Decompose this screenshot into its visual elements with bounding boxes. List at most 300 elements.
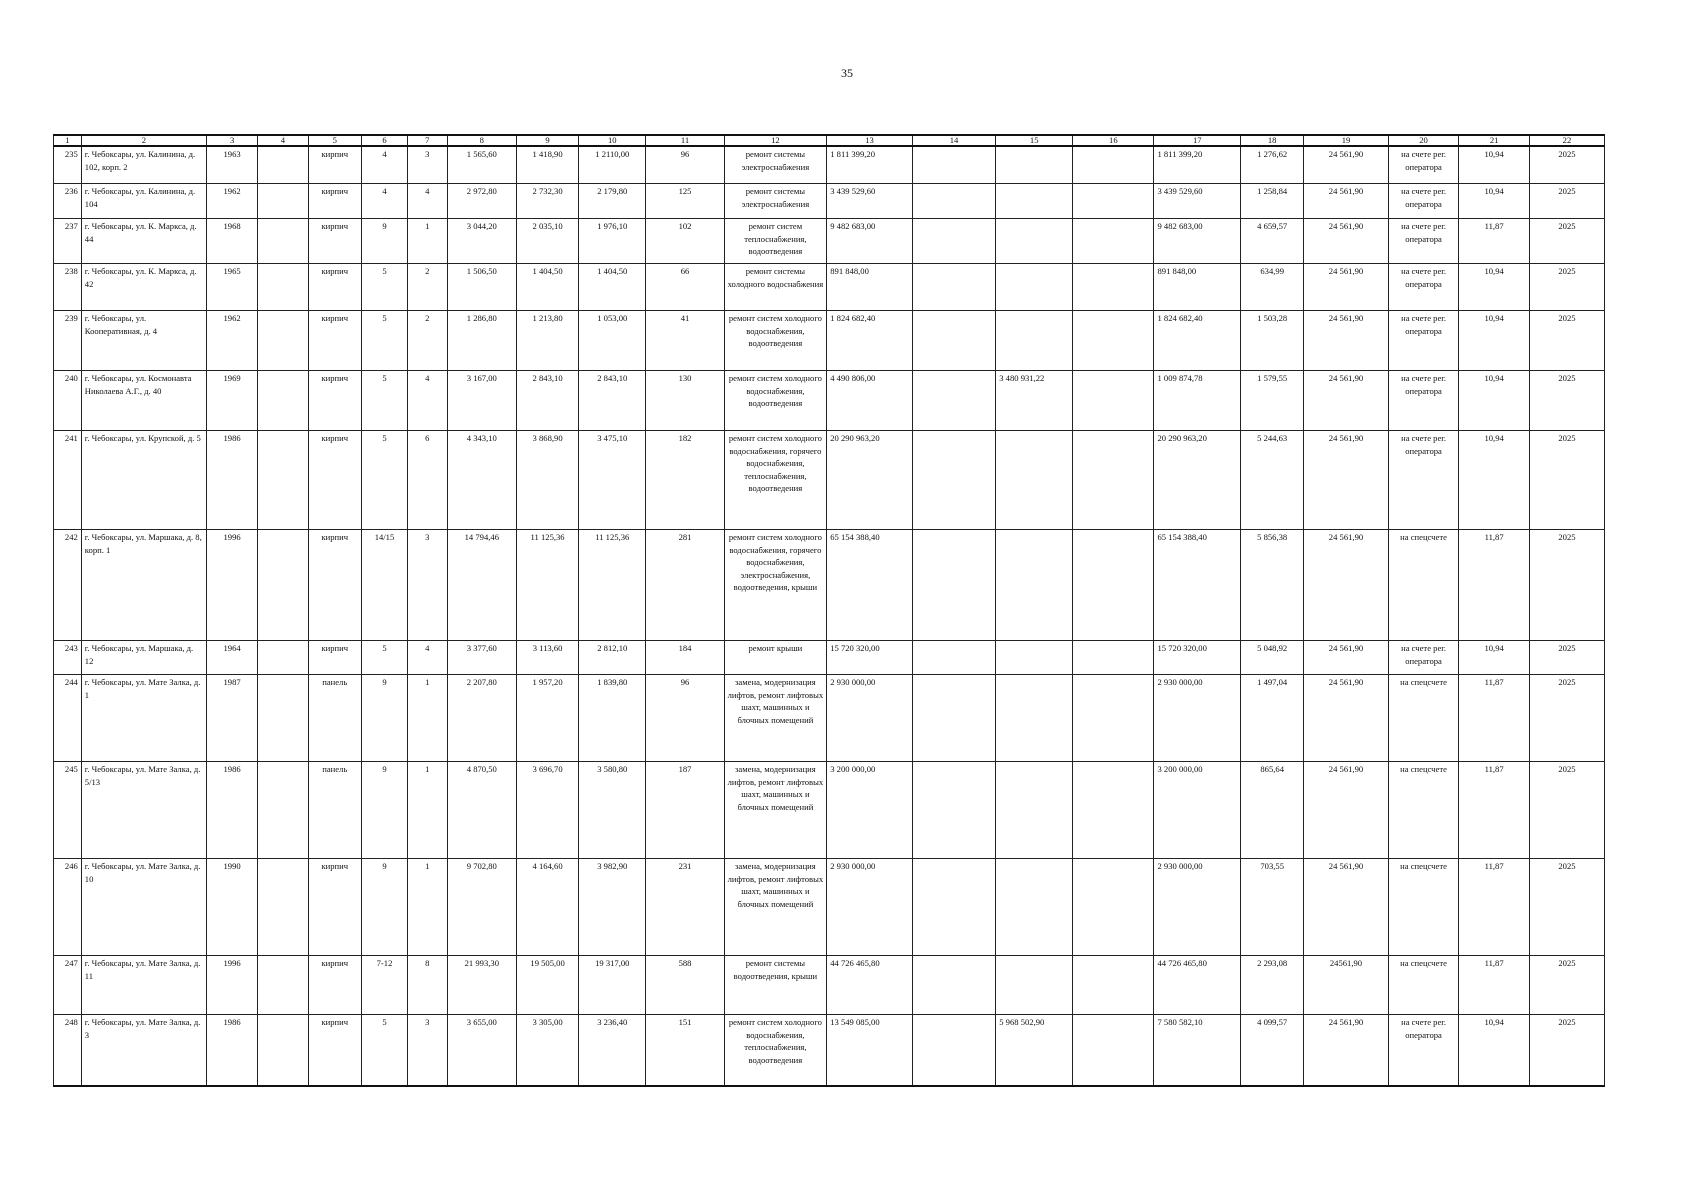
wall-material-cell: кирпич [308, 1015, 361, 1087]
column-17-cell: 2 930 000,00 [1154, 675, 1241, 762]
table-row [54, 675, 1605, 762]
work-type-cell: замена, модернизация лифтов, ремонт лифтовых шахт, машинных и блочных помещений [724, 859, 827, 956]
planned-year-cell: 2025 [1529, 219, 1604, 264]
column-number: 2 [81, 135, 206, 146]
fund-account-cell: на счете рег. оператора [1388, 311, 1459, 371]
planned-year-cell: 2025 [1529, 264, 1604, 311]
column-16-cell [1073, 371, 1154, 431]
column-number: 15 [996, 135, 1073, 146]
max-unit-cost-cell: 24 561,90 [1304, 641, 1389, 675]
fund-account-cell: на счете рег. оператора [1388, 1015, 1459, 1087]
row-number: 243 [54, 641, 82, 675]
residents-cell: 187 [646, 762, 724, 859]
row-number: 242 [54, 530, 82, 641]
row-number: 241 [54, 431, 82, 530]
column-number: 11 [646, 135, 724, 146]
total-area-cell: 3 167,00 [447, 371, 517, 431]
residents-cell: 96 [646, 146, 724, 184]
column-17-cell: 3 200 000,00 [1154, 762, 1241, 859]
total-cost-cell: 9 482 683,00 [827, 219, 913, 264]
column-4-cell [258, 146, 308, 184]
column-number: 12 [724, 135, 827, 146]
column-16-cell [1073, 264, 1154, 311]
max-unit-cost-cell: 24 561,90 [1304, 675, 1389, 762]
year-built-cell: 1964 [206, 641, 257, 675]
column-number: 21 [1459, 135, 1530, 146]
row-number: 235 [54, 146, 82, 184]
work-type-cell: ремонт системы водоотведения, крыши [724, 956, 827, 1015]
row-number: 239 [54, 311, 82, 371]
row-number: 237 [54, 219, 82, 264]
column-number: 16 [1073, 135, 1154, 146]
total-cost-cell: 3 200 000,00 [827, 762, 913, 859]
column-17-cell: 15 720 320,00 [1154, 641, 1241, 675]
row-number: 247 [54, 956, 82, 1015]
max-unit-cost-cell: 24 561,90 [1304, 530, 1389, 641]
fund-account-cell: на счете рег. оператора [1388, 264, 1459, 311]
column-number: 13 [827, 135, 913, 146]
wall-material-cell: кирпич [308, 956, 361, 1015]
wall-material-cell: кирпич [308, 264, 361, 311]
row-number: 244 [54, 675, 82, 762]
column-16-cell [1073, 146, 1154, 184]
floors-cell: 5 [362, 1015, 408, 1087]
premises-area-cell: 19 505,00 [517, 956, 579, 1015]
fund-account-cell: на спецсчете [1388, 859, 1459, 956]
year-built-cell: 1996 [206, 530, 257, 641]
unit-cost-cell: 5 048,92 [1241, 641, 1304, 675]
year-built-cell: 1996 [206, 956, 257, 1015]
planned-year-cell: 2025 [1529, 675, 1604, 762]
residents-cell: 588 [646, 956, 724, 1015]
residents-cell: 125 [646, 184, 724, 219]
total-cost-cell: 13 549 085,00 [827, 1015, 913, 1087]
table-row [54, 530, 1605, 641]
max-unit-cost-cell: 24 561,90 [1304, 184, 1389, 219]
residents-cell: 184 [646, 641, 724, 675]
living-area-cell: 3 236,40 [579, 1015, 646, 1087]
column-number: 22 [1529, 135, 1604, 146]
column-number: 14 [912, 135, 995, 146]
column-14-cell [912, 184, 995, 219]
address-cell: г. Чебоксары, ул. Мате Залка, д. 3 [81, 1015, 206, 1087]
planned-year-cell: 2025 [1529, 1015, 1604, 1087]
column-14-cell [912, 762, 995, 859]
max-unit-cost-cell: 24 561,90 [1304, 371, 1389, 431]
column-15-cell: 3 480 931,22 [996, 371, 1073, 431]
column-15-cell [996, 530, 1073, 641]
column-15-cell [996, 311, 1073, 371]
fund-account-cell: на счете рег. оператора [1388, 184, 1459, 219]
column-15-cell [996, 264, 1073, 311]
table-row [54, 859, 1605, 956]
table-row [54, 146, 1605, 184]
year-built-cell: 1962 [206, 311, 257, 371]
column-4-cell [258, 956, 308, 1015]
column-17-cell: 44 726 465,80 [1154, 956, 1241, 1015]
contribution-rate-cell: 10,94 [1459, 431, 1530, 530]
entrances-cell: 1 [407, 859, 447, 956]
year-built-cell: 1987 [206, 675, 257, 762]
work-type-cell: ремонт систем холодного водоснабжения, горячего водоснабжения, электроснабжения, водоотведения, крыши [724, 530, 827, 641]
max-unit-cost-cell: 24561,90 [1304, 956, 1389, 1015]
max-unit-cost-cell: 24 561,90 [1304, 219, 1389, 264]
contribution-rate-cell: 11,87 [1459, 956, 1530, 1015]
address-cell: г. Чебоксары, ул. Кооперативная, д. 4 [81, 311, 206, 371]
column-15-cell [996, 762, 1073, 859]
column-16-cell [1073, 219, 1154, 264]
column-number: 17 [1154, 135, 1241, 146]
premises-area-cell: 3 305,00 [517, 1015, 579, 1087]
year-built-cell: 1986 [206, 1015, 257, 1087]
total-area-cell: 21 993,30 [447, 956, 517, 1015]
page-number: 35 [841, 66, 853, 80]
column-4-cell [258, 675, 308, 762]
total-cost-cell: 2 930 000,00 [827, 859, 913, 956]
floors-cell: 5 [362, 264, 408, 311]
table-row [54, 184, 1605, 219]
year-built-cell: 1969 [206, 371, 257, 431]
entrances-cell: 4 [407, 371, 447, 431]
table-row [54, 371, 1605, 431]
unit-cost-cell: 2 293,08 [1241, 956, 1304, 1015]
floors-cell: 4 [362, 146, 408, 184]
fund-account-cell: на спецсчете [1388, 675, 1459, 762]
total-cost-cell: 891 848,00 [827, 264, 913, 311]
column-4-cell [258, 641, 308, 675]
residents-cell: 182 [646, 431, 724, 530]
entrances-cell: 3 [407, 530, 447, 641]
work-type-cell: ремонт систем холодного водоснабжения, водоотведения [724, 311, 827, 371]
column-14-cell [912, 1015, 995, 1087]
year-built-cell: 1963 [206, 146, 257, 184]
row-number: 248 [54, 1015, 82, 1087]
total-area-cell: 4 343,10 [447, 431, 517, 530]
work-type-cell: ремонт крыши [724, 641, 827, 675]
floors-cell: 5 [362, 641, 408, 675]
floors-cell: 5 [362, 431, 408, 530]
residents-cell: 130 [646, 371, 724, 431]
address-cell: г. Чебоксары, ул. Маршака, д. 8, корп. 1 [81, 530, 206, 641]
total-area-cell: 14 794,46 [447, 530, 517, 641]
address-cell: г. Чебоксары, ул. Маршака, д. 12 [81, 641, 206, 675]
table-row [54, 431, 1605, 530]
column-16-cell [1073, 431, 1154, 530]
work-type-cell: ремонт систем теплоснабжения, водоотведения [724, 219, 827, 264]
column-15-cell [996, 641, 1073, 675]
table-row [54, 1015, 1605, 1087]
address-cell: г. Чебоксары, ул. Калинина, д. 102, корп. 2 [81, 146, 206, 184]
residents-cell: 66 [646, 264, 724, 311]
table-row [54, 641, 1605, 675]
column-17-cell: 7 580 582,10 [1154, 1015, 1241, 1087]
row-number: 240 [54, 371, 82, 431]
column-number: 5 [308, 135, 361, 146]
floors-cell: 14/15 [362, 530, 408, 641]
entrances-cell: 3 [407, 146, 447, 184]
row-number: 236 [54, 184, 82, 219]
planned-year-cell: 2025 [1529, 762, 1604, 859]
living-area-cell: 1 053,00 [579, 311, 646, 371]
column-15-cell [996, 956, 1073, 1015]
wall-material-cell: кирпич [308, 530, 361, 641]
residents-cell: 281 [646, 530, 724, 641]
column-number: 9 [517, 135, 579, 146]
total-area-cell: 3 044,20 [447, 219, 517, 264]
address-cell: г. Чебоксары, ул. Мате Залка, д. 1 [81, 675, 206, 762]
total-area-cell: 9 702,80 [447, 859, 517, 956]
address-cell: г. Чебоксары, ул. Мате Залка, д. 10 [81, 859, 206, 956]
column-4-cell [258, 184, 308, 219]
residents-cell: 151 [646, 1015, 724, 1087]
floors-cell: 5 [362, 311, 408, 371]
living-area-cell: 1 2110,00 [579, 146, 646, 184]
column-4-cell [258, 311, 308, 371]
total-cost-cell: 4 490 806,00 [827, 371, 913, 431]
entrances-cell: 3 [407, 1015, 447, 1087]
column-14-cell [912, 264, 995, 311]
column-14-cell [912, 219, 995, 264]
wall-material-cell: кирпич [308, 371, 361, 431]
column-17-cell: 891 848,00 [1154, 264, 1241, 311]
living-area-cell: 1 839,80 [579, 675, 646, 762]
planned-year-cell: 2025 [1529, 530, 1604, 641]
column-15-cell [996, 431, 1073, 530]
column-14-cell [912, 530, 995, 641]
address-cell: г. Чебоксары, ул. К. Маркса, д. 42 [81, 264, 206, 311]
column-4-cell [258, 264, 308, 311]
column-14-cell [912, 371, 995, 431]
column-14-cell [912, 311, 995, 371]
unit-cost-cell: 1 579,55 [1241, 371, 1304, 431]
floors-cell: 4 [362, 184, 408, 219]
address-cell: г. Чебоксары, ул. К. Маркса, д. 44 [81, 219, 206, 264]
planned-year-cell: 2025 [1529, 956, 1604, 1015]
living-area-cell: 1 404,50 [579, 264, 646, 311]
floors-cell: 9 [362, 219, 408, 264]
wall-material-cell: кирпич [308, 431, 361, 530]
contribution-rate-cell: 11,87 [1459, 219, 1530, 264]
total-cost-cell: 65 154 388,40 [827, 530, 913, 641]
unit-cost-cell: 5 244,63 [1241, 431, 1304, 530]
work-type-cell: ремонт систем холодного водоснабжения, теплоснабжения, водоотведения [724, 1015, 827, 1087]
total-area-cell: 2 207,80 [447, 675, 517, 762]
living-area-cell: 3 475,10 [579, 431, 646, 530]
column-17-cell: 20 290 963,20 [1154, 431, 1241, 530]
contribution-rate-cell: 10,94 [1459, 264, 1530, 311]
column-number: 3 [206, 135, 257, 146]
column-number-row [54, 135, 1605, 146]
residents-cell: 102 [646, 219, 724, 264]
residents-cell: 96 [646, 675, 724, 762]
premises-area-cell: 3 113,60 [517, 641, 579, 675]
entrances-cell: 1 [407, 219, 447, 264]
column-16-cell [1073, 530, 1154, 641]
unit-cost-cell: 865,64 [1241, 762, 1304, 859]
column-4-cell [258, 762, 308, 859]
column-number: 20 [1388, 135, 1459, 146]
living-area-cell: 1 976,10 [579, 219, 646, 264]
planned-year-cell: 2025 [1529, 311, 1604, 371]
work-type-cell: замена, модернизация лифтов, ремонт лифтовых шахт, машинных и блочных помещений [724, 675, 827, 762]
max-unit-cost-cell: 24 561,90 [1304, 762, 1389, 859]
entrances-cell: 4 [407, 184, 447, 219]
row-number: 245 [54, 762, 82, 859]
column-16-cell [1073, 956, 1154, 1015]
fund-account-cell: на счете рег. оператора [1388, 431, 1459, 530]
address-cell: г. Чебоксары, ул. Крупской, д. 5 [81, 431, 206, 530]
column-16-cell [1073, 184, 1154, 219]
row-number: 238 [54, 264, 82, 311]
column-4-cell [258, 371, 308, 431]
unit-cost-cell: 1 497,04 [1241, 675, 1304, 762]
contribution-rate-cell: 11,87 [1459, 530, 1530, 641]
wall-material-cell: панель [308, 762, 361, 859]
fund-account-cell: на спецсчете [1388, 530, 1459, 641]
residents-cell: 41 [646, 311, 724, 371]
column-15-cell [996, 219, 1073, 264]
year-built-cell: 1990 [206, 859, 257, 956]
total-area-cell: 2 972,80 [447, 184, 517, 219]
max-unit-cost-cell: 24 561,90 [1304, 1015, 1389, 1087]
entrances-cell: 1 [407, 762, 447, 859]
column-16-cell [1073, 762, 1154, 859]
column-15-cell [996, 859, 1073, 956]
planned-year-cell: 2025 [1529, 431, 1604, 530]
column-17-cell: 1 824 682,40 [1154, 311, 1241, 371]
work-type-cell: ремонт системы электроснабжения [724, 184, 827, 219]
total-area-cell: 3 377,60 [447, 641, 517, 675]
living-area-cell: 3 580,80 [579, 762, 646, 859]
column-number: 8 [447, 135, 517, 146]
living-area-cell: 2 812,10 [579, 641, 646, 675]
table-row [54, 311, 1605, 371]
year-built-cell: 1986 [206, 431, 257, 530]
column-16-cell [1073, 641, 1154, 675]
work-type-cell: ремонт систем холодного водоснабжения, водоотведения [724, 371, 827, 431]
contribution-rate-cell: 10,94 [1459, 184, 1530, 219]
entrances-cell: 2 [407, 311, 447, 371]
column-16-cell [1073, 1015, 1154, 1087]
fund-account-cell: на счете рег. оператора [1388, 146, 1459, 184]
unit-cost-cell: 1 258,84 [1241, 184, 1304, 219]
total-area-cell: 3 655,00 [447, 1015, 517, 1087]
premises-area-cell: 1 213,80 [517, 311, 579, 371]
floors-cell: 7-12 [362, 956, 408, 1015]
total-cost-cell: 3 439 529,60 [827, 184, 913, 219]
premises-area-cell: 4 164,60 [517, 859, 579, 956]
total-area-cell: 4 870,50 [447, 762, 517, 859]
total-cost-cell: 1 811 399,20 [827, 146, 913, 184]
floors-cell: 9 [362, 859, 408, 956]
work-type-cell: замена, модернизация лифтов, ремонт лифтовых шахт, машинных и блочных помещений [724, 762, 827, 859]
column-14-cell [912, 675, 995, 762]
max-unit-cost-cell: 24 561,90 [1304, 859, 1389, 956]
column-15-cell [996, 146, 1073, 184]
wall-material-cell: кирпич [308, 641, 361, 675]
entrances-cell: 6 [407, 431, 447, 530]
floors-cell: 9 [362, 762, 408, 859]
contribution-rate-cell: 10,94 [1459, 1015, 1530, 1087]
premises-area-cell: 3 696,70 [517, 762, 579, 859]
floors-cell: 9 [362, 675, 408, 762]
entrances-cell: 2 [407, 264, 447, 311]
fund-account-cell: на счете рег. оператора [1388, 219, 1459, 264]
contribution-rate-cell: 10,94 [1459, 311, 1530, 371]
column-number: 1 [54, 135, 82, 146]
entrances-cell: 4 [407, 641, 447, 675]
contribution-rate-cell: 11,87 [1459, 859, 1530, 956]
entrances-cell: 8 [407, 956, 447, 1015]
unit-cost-cell: 5 856,38 [1241, 530, 1304, 641]
year-built-cell: 1962 [206, 184, 257, 219]
work-type-cell: ремонт системы холодного водоснабжения [724, 264, 827, 311]
contribution-rate-cell: 11,87 [1459, 762, 1530, 859]
premises-area-cell: 2 843,10 [517, 371, 579, 431]
premises-area-cell: 3 868,90 [517, 431, 579, 530]
work-type-cell: ремонт системы электроснабжения [724, 146, 827, 184]
column-15-cell [996, 184, 1073, 219]
planned-year-cell: 2025 [1529, 859, 1604, 956]
work-type-cell: ремонт систем холодного водоснабжения, горячего водоснабжения, теплоснабжения, водоотведения [724, 431, 827, 530]
total-cost-cell: 15 720 320,00 [827, 641, 913, 675]
column-number: 7 [407, 135, 447, 146]
column-17-cell: 9 482 683,00 [1154, 219, 1241, 264]
address-cell: г. Чебоксары, ул. Мате Залка, д. 11 [81, 956, 206, 1015]
planned-year-cell: 2025 [1529, 641, 1604, 675]
table-row [54, 956, 1605, 1015]
contribution-rate-cell: 11,87 [1459, 675, 1530, 762]
column-4-cell [258, 219, 308, 264]
table-row [54, 264, 1605, 311]
column-17-cell: 65 154 388,40 [1154, 530, 1241, 641]
row-number: 246 [54, 859, 82, 956]
fund-account-cell: на счете рег. оператора [1388, 371, 1459, 431]
living-area-cell: 2 179,80 [579, 184, 646, 219]
premises-area-cell: 1 404,50 [517, 264, 579, 311]
column-14-cell [912, 431, 995, 530]
max-unit-cost-cell: 24 561,90 [1304, 431, 1389, 530]
residents-cell: 231 [646, 859, 724, 956]
column-4-cell [258, 859, 308, 956]
table-row [54, 762, 1605, 859]
premises-area-cell: 1 957,20 [517, 675, 579, 762]
column-17-cell: 2 930 000,00 [1154, 859, 1241, 956]
entrances-cell: 1 [407, 675, 447, 762]
premises-area-cell: 2 035,10 [517, 219, 579, 264]
year-built-cell: 1965 [206, 264, 257, 311]
contribution-rate-cell: 10,94 [1459, 146, 1530, 184]
wall-material-cell: панель [308, 675, 361, 762]
fund-account-cell: на спецсчете [1388, 762, 1459, 859]
column-4-cell [258, 431, 308, 530]
total-area-cell: 1 286,80 [447, 311, 517, 371]
living-area-cell: 19 317,00 [579, 956, 646, 1015]
column-15-cell [996, 675, 1073, 762]
column-14-cell [912, 859, 995, 956]
premises-area-cell: 2 732,30 [517, 184, 579, 219]
total-area-cell: 1 565,60 [447, 146, 517, 184]
wall-material-cell: кирпич [308, 311, 361, 371]
wall-material-cell: кирпич [308, 184, 361, 219]
column-number: 19 [1304, 135, 1389, 146]
premises-area-cell: 1 418,90 [517, 146, 579, 184]
column-17-cell: 1 811 399,20 [1154, 146, 1241, 184]
unit-cost-cell: 4 659,57 [1241, 219, 1304, 264]
column-number: 18 [1241, 135, 1304, 146]
planned-year-cell: 2025 [1529, 184, 1604, 219]
unit-cost-cell: 4 099,57 [1241, 1015, 1304, 1087]
